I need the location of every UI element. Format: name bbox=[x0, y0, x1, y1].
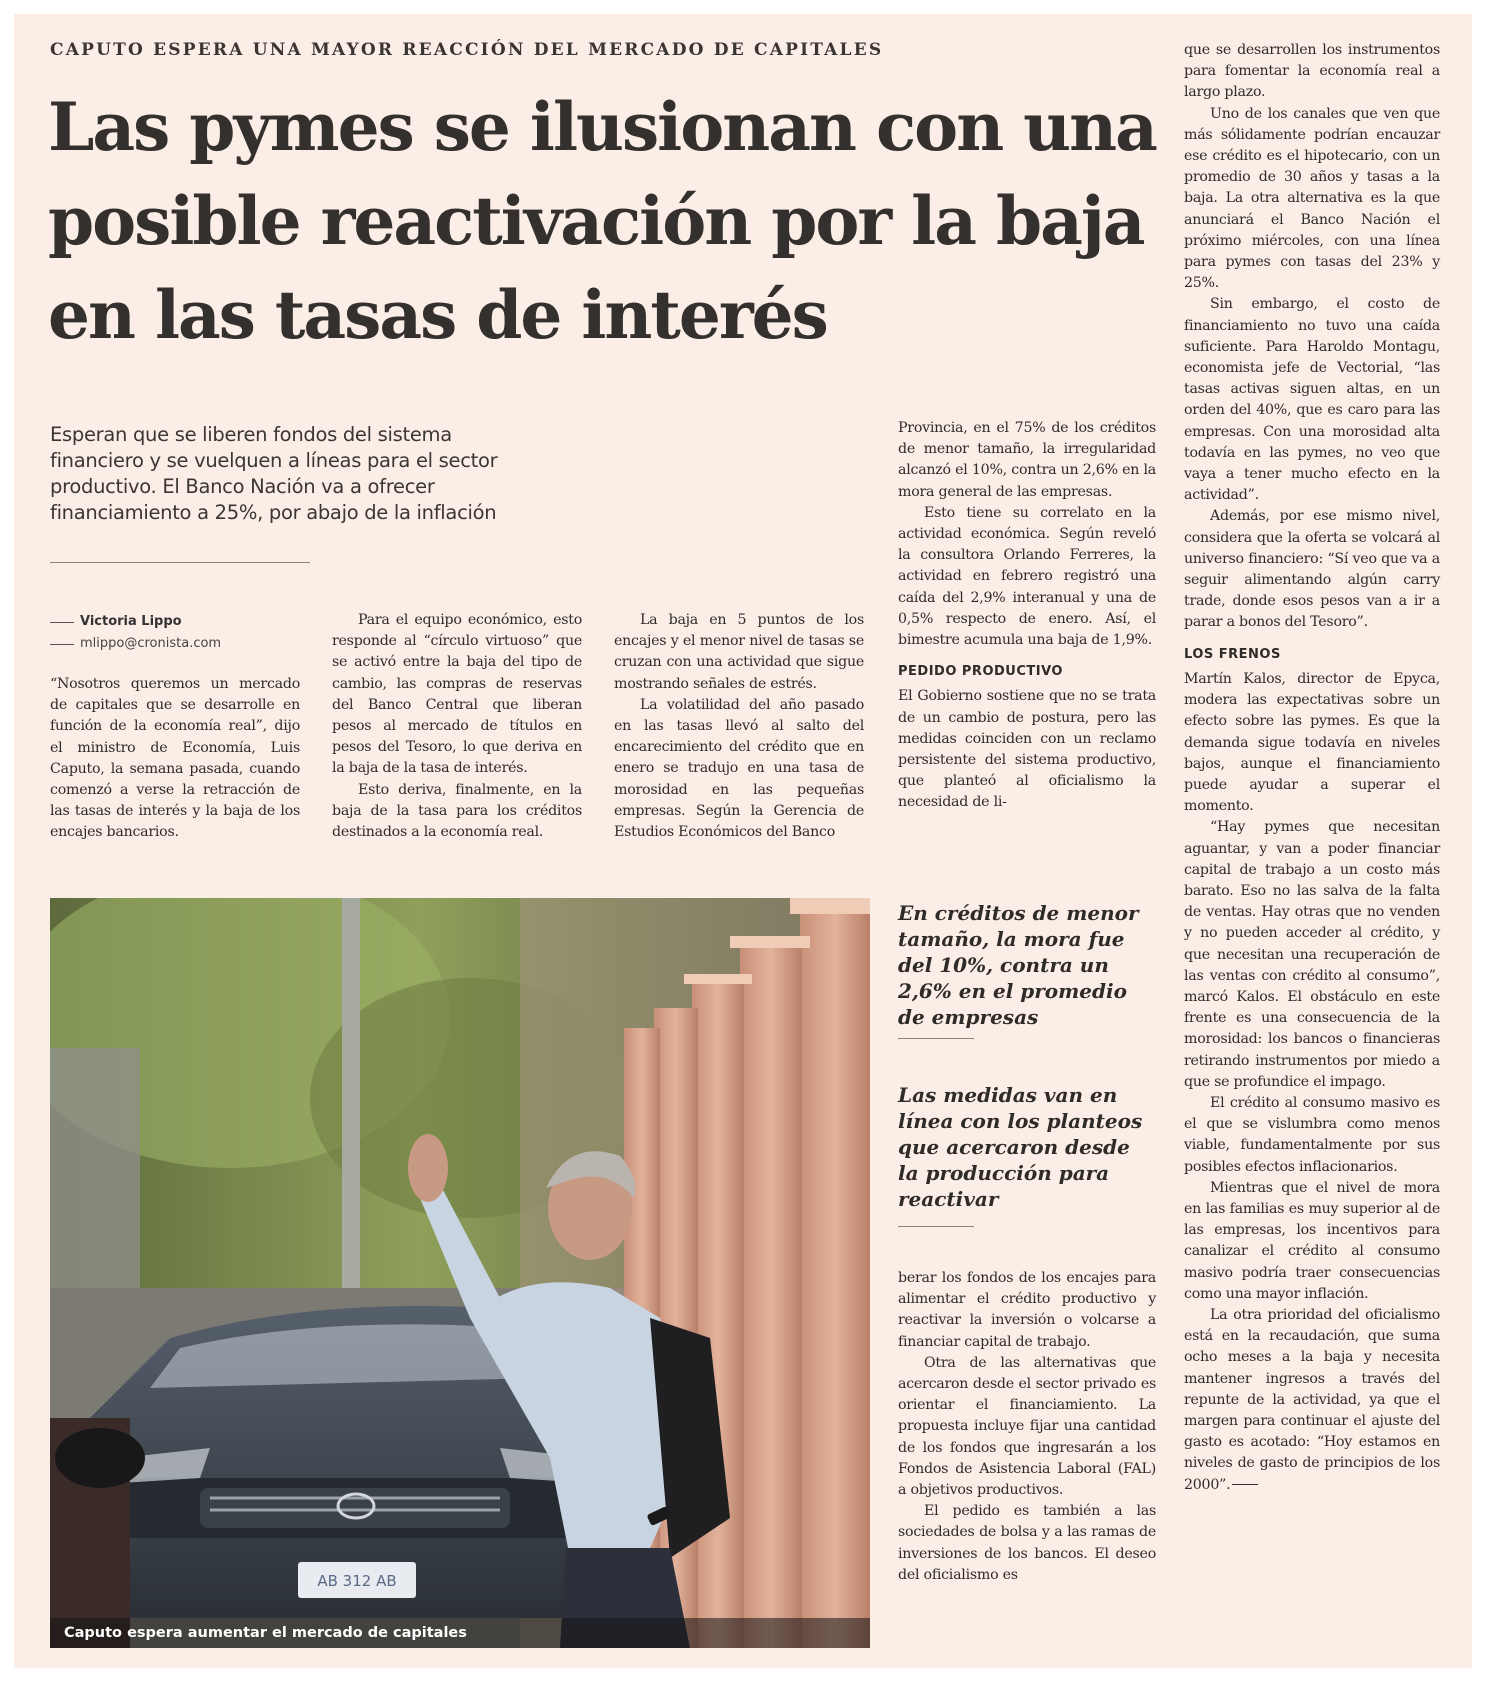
newspaper-page bbox=[14, 14, 1472, 1668]
plate-text: AB 312 AB bbox=[317, 1572, 397, 1590]
pull-quote-1: En créditos de menor tamaño, la mora fue del 10%, contra un 2,6% en el promedio de empresas bbox=[898, 901, 1139, 1029]
paragraph: La volatilidad del año pasado en las tasas llevó al salto del encarecimiento del crédito que en enero se tradujo en una tasa de morosidad en las pequeñas empresas. Según la Gerencia de Estudios Económicos del Banco bbox=[614, 696, 864, 841]
column-1 bbox=[50, 674, 300, 844]
byline-dash bbox=[50, 622, 74, 623]
pull-quote-divider bbox=[898, 1226, 974, 1227]
paragraph: Mientras que el nivel de mora en las familias es muy superior al de las empresas, los incentivos para canalizar el crédito al consumo masivo podría traer consecuencias como una mayor inflación. bbox=[1184, 1179, 1440, 1302]
lamp-post bbox=[342, 898, 360, 1318]
end-mark bbox=[1232, 1484, 1258, 1485]
pull-quote-2: Las medidas van en línea con los planteos que acercaron desde la producción para reactivar bbox=[898, 1083, 1143, 1211]
paragraph: Además, por ese mismo nivel, considera que la oferta se volcará al universo financiero: “Sí veo que va a seguir alimentando algún carry trade, donde esos pesos van a ir a parar a bonos del Tesoro”. bbox=[1184, 508, 1440, 631]
column-5 bbox=[1184, 40, 1440, 1496]
headline: Las pymes se ilusionan con una posible reactivación por la baja en las tasas de interés bbox=[48, 88, 1156, 354]
byline-dash bbox=[50, 644, 74, 645]
section-heading-frenos: LOS FRENOS bbox=[1184, 646, 1281, 662]
paragraph-text: La otra prioridad del oficialismo está en la recaudación, que suma ocho meses a la baja y necesita mantener ingresos a través del repunte de la actividad, ya que el margen para continuar el ajuste del gasto es acotado: “Hoy estamos en niveles de gasto de principios de los 2000”. bbox=[1184, 1306, 1440, 1493]
paragraph: que se desarrollen los instrumentos para fomentar la economía real a largo plazo. bbox=[1184, 42, 1440, 101]
column-4-bottom bbox=[898, 1268, 1156, 1586]
paragraph bbox=[1184, 1305, 1440, 1496]
article-photo bbox=[50, 898, 870, 1648]
paragraph: El pedido es también a las sociedades de bolsa y a las ramas de inversiones de los bancos. El deseo del oficialismo es bbox=[898, 1503, 1156, 1583]
column-3 bbox=[614, 610, 864, 843]
divider bbox=[50, 562, 310, 563]
subhead: Esperan que se liberen fondos del sistema financiero y se vuelquen a líneas para el sector productivo. El Banco Nación va a ofrecer financiamiento a 25%, por abajo de la inflación bbox=[50, 423, 498, 524]
paragraph: Sin embargo, el costo de financiamiento no tuvo una caída suficiente. Para Haroldo Montagu, economista jefe de Vectorial, “las tasas activas siguen altas, en un orden del 40%, que es caro para las empresas. Con una morosidad alta todavía en las pymes, no veo que vaya a tener mucho efecto en la actividad”. bbox=[1184, 296, 1440, 504]
column-2 bbox=[332, 610, 582, 843]
paragraph: Esto deriva, finalmente, en la baja de la tasa para los créditos destinados a la economía real. bbox=[332, 781, 582, 841]
photo-caption: Caputo espera aumentar el mercado de capitales bbox=[50, 1618, 870, 1648]
photo-illustration bbox=[50, 898, 870, 1648]
pink-pillars bbox=[624, 898, 870, 1648]
paragraph: Otra de las alternativas que acercaron desde el sector privado es orientar el financiamiento. La propuesta incluye fijar una cantidad de los fondos que ingresarán a los Fondos de Asistencia Laboral (FAL) a objetivos productivos. bbox=[898, 1354, 1156, 1499]
author-email[interactable]: mlippo@cronista.com bbox=[80, 636, 222, 651]
paragraph: El Gobierno sostiene que no se trata de un cambio de postura, pero las medidas coinciden con un reclamo persistente del sistema productivo, que planteó al oficialismo la necesidad de li- bbox=[898, 688, 1156, 811]
author-name: Victoria Lippo bbox=[80, 614, 182, 629]
byline bbox=[50, 611, 310, 655]
paragraph: berar los fondos de los encajes para alimentar el crédito productivo y reactivar la inversión o volcarse a financiar capital de trabajo. bbox=[898, 1270, 1156, 1350]
paragraph: “Hay pymes que necesitan aguantar, y van a poder financiar capital de trabajo a un costo más barato. Eso no las salva de la falta de ventas. Hay otras que no venden y no pueden acceder al crédito, y que necesitan una recuperación de las ventas con crédito al consumo”, marcó Kalos. El obstáculo en este frente es una consecuencia de la morosidad: los bancos o financieras retirando instrumentos por miedo a que se profundice el impago. bbox=[1184, 819, 1440, 1090]
paragraph: Martín Kalos, director de Epyca, modera las expectativas sobre un efecto sobre las pymes. Es que la demanda sigue todavía en niveles bajos, aunque el financiamiento puede ayudar a superar el momento. bbox=[1184, 670, 1440, 815]
section-heading-pedido: PEDIDO PRODUCTIVO bbox=[898, 664, 1063, 680]
paragraph: Para el equipo económico, esto responde al “círculo virtuoso” que se activó entre la baja del tipo de cambio, las compras de reservas del Banco Central que liberan pesos al mercado de títulos en pesos del Tesoro, lo que deriva en la baja de la tasa de interés. bbox=[332, 612, 582, 777]
paragraph: Provincia, en el 75% de los créditos de menor tamaño, la irregularidad alcanzó el 10%, contra un 2,6% en la mora general de las empresas. bbox=[898, 420, 1156, 500]
column-4-top bbox=[898, 418, 1156, 814]
paragraph: Uno de los canales que ven que más sólidamente podrían encauzar ese crédito es el hipotecario, con un promedio de 30 años y tasas a la baja. La otra alternativa es la que anunciará el Banco Nación el próximo miércoles, con una línea para pymes con tasas del 23% y 25%. bbox=[1184, 105, 1440, 292]
paragraph: La baja en 5 puntos de los encajes y el menor nivel de tasas se cruzan con una actividad que sigue mostrando señales de estrés. bbox=[614, 612, 864, 692]
paragraph: “Nosotros queremos un mercado de capitales que se desarrolle en función de la economía real”, dijo el ministro de Economía, Luis Caputo, la semana pasada, cuando comenzó a verse la retracción de las tasas de interés y la baja de los encajes bancarios. bbox=[50, 676, 300, 841]
pull-quote-divider bbox=[898, 1038, 974, 1039]
kicker: CAPUTO ESPERA UNA MAYOR REACCIÓN DEL MERCADO DE CAPITALES bbox=[50, 40, 884, 60]
paragraph: Esto tiene su correlato en la actividad económica. Según reveló la consultora Orlando Ferreres, la actividad en febrero registró una caída del 2,9% interanual y una de 0,5% respecto de enero. Así, el bimestre acumula una baja de 1,9%. bbox=[898, 504, 1156, 649]
paragraph: El crédito al consumo masivo es el que se vislumbra como menos viable, fundamentalmente por sus posibles efectos inflacionarios. bbox=[1184, 1094, 1440, 1175]
